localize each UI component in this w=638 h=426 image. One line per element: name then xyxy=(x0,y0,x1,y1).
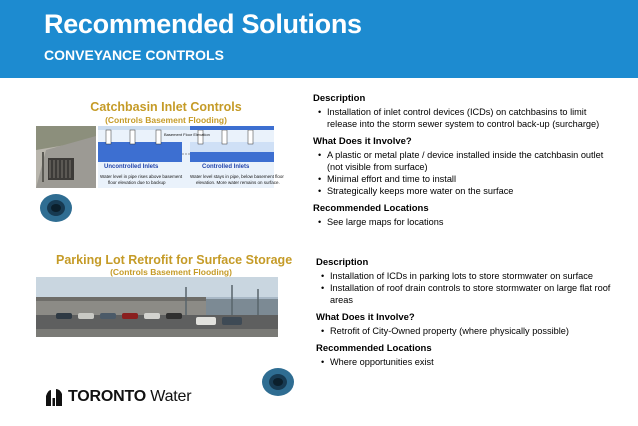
icd-device-icon xyxy=(36,188,76,228)
section2-locations-heading: Recommended Locations xyxy=(316,343,432,354)
list-item: • Strategically keeps more water on the surface xyxy=(313,185,613,197)
section1-locations-list xyxy=(313,216,613,228)
list-item: • Where opportunities exist xyxy=(316,356,616,368)
section2-title: Parking Lot Retrofit for Surface Storage xyxy=(56,253,293,267)
toronto-water-logo xyxy=(44,386,204,410)
diagram-floor-label: Basement Floor Elevation xyxy=(164,132,210,137)
section2-involve-heading: What Does it Involve? xyxy=(316,312,415,323)
section1-involve-list xyxy=(313,149,613,197)
section1-title: Catchbasin Inlet Controls xyxy=(90,100,242,114)
list-item: • Retrofit of City-Owned property (where physically possible) xyxy=(316,325,616,337)
logo-suffix: Water xyxy=(146,388,192,405)
header-bar xyxy=(0,0,638,78)
diagram-note-right-1: Water level stays in pipe, below basement floor xyxy=(190,174,284,179)
section1-description-list xyxy=(313,106,613,130)
diagram-note-right-2: elevation. More water remains on surface. xyxy=(196,180,280,185)
section1-text-panel xyxy=(313,93,613,234)
city-hall-icon xyxy=(44,388,64,408)
page-subtitle: CONVEYANCE CONTROLS xyxy=(44,47,224,63)
list-item: • See large maps for locations xyxy=(313,216,613,228)
diagram-note-left-1: Water level in pipe rises above basement xyxy=(100,174,183,179)
section2-involve-list xyxy=(316,325,616,337)
catchbasin-photo xyxy=(36,126,96,188)
logo-brand: TORONTO xyxy=(68,388,147,405)
section2-description-list xyxy=(316,270,616,306)
list-item: • Minimal effort and time to install xyxy=(313,173,613,185)
inlet-controls-diagram xyxy=(98,126,284,188)
diagram-label-controlled: Controlled Inlets xyxy=(202,164,250,170)
section1-description-heading: Description xyxy=(313,93,366,104)
page-title: Recommended Solutions xyxy=(44,9,362,39)
diagram-label-uncontrolled: Uncontrolled Inlets xyxy=(104,164,159,170)
section1-subtitle: (Controls Basement Flooding) xyxy=(105,115,227,125)
section2-subtitle: (Controls Basement Flooding) xyxy=(110,267,232,277)
diagram-note-left-2: floor elevation due to backup xyxy=(108,180,166,185)
section2-description-heading: Description xyxy=(316,257,369,268)
section1-involve-heading: What Does it Involve? xyxy=(313,136,412,147)
section1-locations-heading: Recommended Locations xyxy=(313,203,429,214)
section2-text-panel xyxy=(316,257,616,374)
list-item: • Installation of inlet control devices (ICDs) on catchbasins to limit release into the storm sewer system to control back-up (surcharge) xyxy=(313,106,613,130)
list-item: • Installation of ICDs in parking lots to store stormwater on surface xyxy=(316,270,616,282)
list-item: • A plastic or metal plate / device installed inside the catchbasin outlet (not visible from surface) xyxy=(313,149,613,173)
list-item: • Installation of roof drain controls to store stormwater on large flat roof areas xyxy=(316,282,616,306)
parking-lot-photo xyxy=(36,277,278,337)
section2-locations-list xyxy=(316,356,616,368)
roof-drain-device-icon xyxy=(258,362,298,402)
